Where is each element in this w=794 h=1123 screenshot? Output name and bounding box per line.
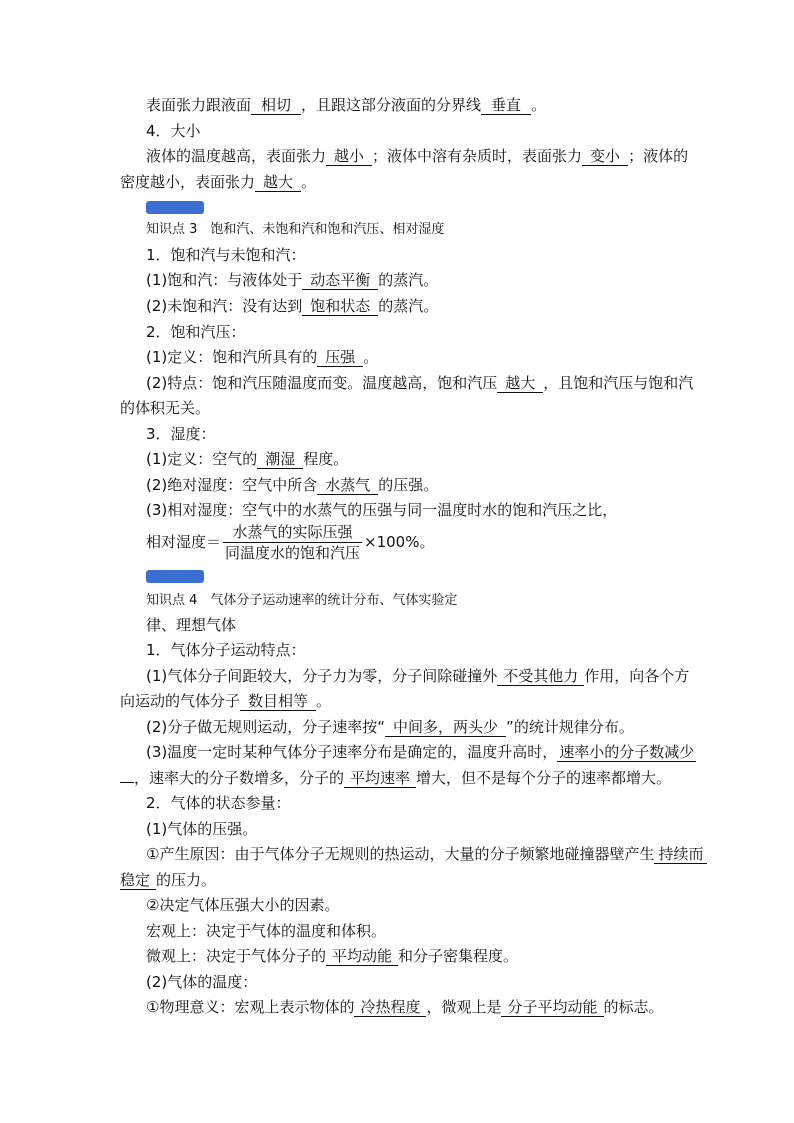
section-heading: 3．湿度：: [146, 425, 216, 443]
text: ，且跟这部分液面的分界线: [301, 96, 482, 114]
sub-heading: (1)气体的压强。: [146, 820, 258, 838]
sub-heading: (2)气体的温度：: [146, 973, 258, 991]
section-heading: 4．大小: [146, 122, 201, 140]
answer-blank: 变小: [582, 147, 628, 166]
answer-blank: 平均动能: [326, 947, 398, 966]
answer-blank: 水蒸气: [317, 476, 378, 495]
answer-blank: 垂直: [481, 96, 531, 115]
paragraph: ①产生原因：由于气体分子无规则的热运动，大量的分子频繁地碰撞器壁产生 持续而: [146, 843, 706, 865]
paragraph: (2)分子做无规则运动，分子速率按“ 中间多，两头少 ”的统计规律分布。: [146, 718, 634, 736]
answer-blank: 潮湿: [257, 450, 303, 469]
answer-blank: 越大: [497, 374, 543, 393]
section-heading: 1．气体分子运动特点：: [146, 641, 306, 659]
fraction-numerator: 水蒸气的实际压强: [223, 522, 362, 543]
text: 。: [531, 96, 547, 114]
knowledge-point-badge: [146, 570, 204, 583]
paragraph: ②决定气体压强大小的因素。: [146, 896, 340, 914]
paragraph: (1)饱和汽：与液体处于 动态平衡 的蒸汽。: [146, 271, 439, 289]
paragraph: 宏观上：决定于气体的温度和体积。: [146, 922, 387, 940]
answer-blank: 速率小的分子数减少: [559, 743, 695, 761]
paragraph: (2)未饱和汽：没有达到 饱和状态 的蒸汽。: [146, 297, 439, 315]
paragraph: ①物理意义：宏观上表示物体的 冷热程度 ，微观上是 分子平均动能 的标志。: [146, 998, 664, 1016]
section-heading: 1．饱和汽与未饱和汽：: [146, 246, 306, 264]
answer-blank-cont: [120, 782, 134, 783]
paragraph: 密度越小，表面张力 越大 。: [120, 173, 317, 191]
formula-lhs: 相对湿度＝: [146, 533, 222, 551]
paragraph: ，速率大的分子数增多，分子的 平均速率 增大，但不是每个分子的速率都增大。: [120, 767, 680, 789]
paragraph: (1)定义：饱和汽所具有的 压强 。: [146, 348, 379, 366]
knowledge-point-badge: [146, 201, 204, 214]
paragraph: [146, 94, 706, 116]
paragraph: 的体积无关。: [120, 399, 211, 417]
paragraph: (3)相对湿度：空气中的水蒸气的压强与同一温度时水的饱和汽压之比，: [146, 501, 618, 519]
paragraph: (2)绝对湿度：空气中所含 水蒸气 的压强。: [146, 476, 439, 494]
answer-blank: 饱和状态: [302, 297, 378, 316]
knowledge-point-title: 知识点 4 气体分子运动速率的统计分布、气体实验定: [146, 593, 458, 608]
answer-blank: 冷热程度: [354, 998, 426, 1017]
answer-blank: 压强: [317, 348, 363, 367]
answer-blank: 中间多，两头少: [385, 718, 506, 737]
answer-blank: 分子平均动能: [501, 998, 603, 1017]
answer-blank: 动态平衡: [302, 271, 378, 290]
formula-rhs: ×100%。: [364, 533, 435, 551]
paragraph: (1)气体分子间距较大，分子力为零，分子间除碰撞外 不受其他力 作用，向各个方: [146, 667, 690, 685]
fraction-denominator: 同温度水的饱和汽压: [225, 544, 361, 562]
paragraph: (2)特点：饱和汽压随温度而变。温度越高，饱和汽压 越大 ，且饱和汽压与饱和汽: [146, 374, 694, 392]
answer-blank-cont: 稳定: [120, 871, 156, 890]
formula: [146, 522, 706, 563]
section-heading: 2．饱和汽压：: [146, 323, 246, 341]
answer-blank: 持续而: [654, 845, 707, 864]
answer-blank: 越大: [255, 173, 301, 192]
answer-blank: 越小: [326, 147, 372, 166]
answer-blank: 不受其他力: [497, 667, 584, 686]
fraction: [223, 522, 362, 563]
answer-blank: 相切: [251, 96, 301, 115]
paragraph: 向运动的气体分子 数目相等 。: [120, 692, 332, 710]
paragraph: 液体的温度越高，表面张力 越小 ；液体中溶有杂质时，表面张力 变小 ；液体的: [146, 147, 689, 165]
paragraph: 稳定 的压力。: [120, 871, 217, 889]
answer-blank: 平均速率: [344, 769, 416, 788]
knowledge-point-title-cont: 律、理想气体: [146, 616, 237, 634]
paragraph: (3)温度一定时某种气体分子速率分布是确定的，温度升高时， 速率小的分子数减少: [146, 743, 695, 761]
paragraph: (1)定义：空气的 潮湿 程度。: [146, 450, 349, 468]
paragraph: 微观上：决定于气体分子的 平均动能 和分子密集程度。: [146, 947, 519, 965]
answer-blank: 数目相等: [240, 692, 316, 711]
knowledge-point-title: 知识点 3 饱和汽、未饱和汽和饱和汽压、相对湿度: [146, 222, 445, 237]
text: 表面张力跟液面: [146, 96, 252, 114]
section-heading: 2．气体的状态参量：: [146, 794, 291, 812]
